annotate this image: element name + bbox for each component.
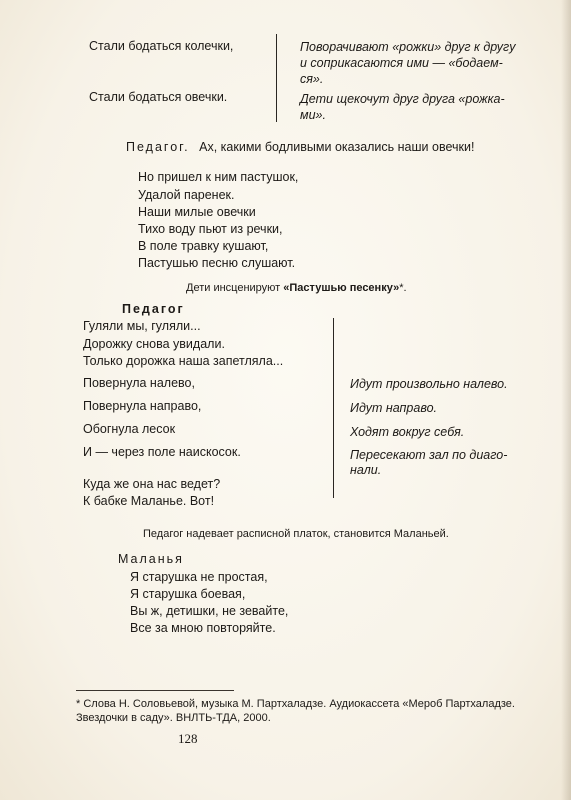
song-line: К бабке Маланье. Вот! — [83, 494, 215, 508]
song-title: «Пастушью песенку» — [283, 282, 400, 294]
poem-line: Но пришел к ним пастушок, — [138, 170, 299, 184]
stage-direction — [186, 281, 407, 295]
poem-line: Тихо воду пьют из речки, — [138, 222, 283, 236]
action-note: Дети щекочут друг друга «рожка- — [300, 92, 505, 106]
song-line: И — через поле наискосок. — [83, 445, 241, 459]
poem-line: В поле травку кушают, — [138, 239, 269, 253]
speaker-name: Педагог. — [126, 140, 190, 154]
verse-line: Стали бодаться овечки. — [89, 90, 228, 104]
poem-line: Удалой паренек. — [138, 188, 235, 202]
footnote-rule — [76, 690, 234, 691]
song-line: Дорожку снова увидали. — [83, 337, 225, 351]
column-divider — [333, 318, 334, 498]
action-note: и соприкасаются ими — «бодаем- — [300, 56, 503, 70]
page-number: 128 — [178, 731, 198, 746]
footnote-text: * Слова Н. Соловьевой, музыка М. Партхаладзе. Аудиокассета «Мероб Партхаладзе. — [76, 698, 515, 710]
song-line: Гуляли мы, гуляли... — [83, 319, 201, 333]
action-note: Поворачивают «рожки» друг к другу — [300, 40, 516, 54]
stage-direction: Педагог надевает расписной платок, становится Маланьей. — [143, 528, 449, 540]
speaker-name: Педагог — [122, 302, 185, 316]
action-note: нали. — [350, 463, 382, 477]
verse-line: Все за мною повторяйте. — [130, 621, 276, 635]
action-note: Идут произвольно налево. — [350, 377, 508, 391]
teacher-remark — [126, 140, 474, 155]
footnote-mark: *. — [399, 282, 407, 294]
song-line: Повернула налево, — [83, 376, 195, 390]
remark-text: Ах, какими бодливыми оказались наши овечки! — [199, 140, 475, 154]
column-divider — [276, 34, 277, 122]
footnote-text: Звездочки в саду». ВНЛТЬ-ТДА, 2000. — [76, 712, 271, 724]
verse-line: Стали бодаться колечки, — [89, 39, 234, 53]
song-line: Куда же она нас ведет? — [83, 477, 221, 491]
song-line: Повернула направо, — [83, 399, 202, 413]
action-note: ми». — [300, 108, 326, 122]
stage-direction-text: Дети инсценируют — [186, 282, 284, 294]
action-note: ся». — [300, 72, 324, 86]
action-note: Пересекают зал по диаго- — [350, 448, 508, 462]
action-note: Идут направо. — [350, 401, 437, 415]
song-line: Обогнула лесок — [83, 422, 176, 436]
action-note: Ходят вокруг себя. — [350, 425, 465, 439]
song-line: Только дорожка наша запетляла... — [83, 354, 284, 368]
poem-line: Наши милые овечки — [138, 205, 256, 219]
speaker-name: Маланья — [118, 552, 184, 566]
poem-line: Пастушью песню слушают. — [138, 256, 296, 270]
verse-line: Вы ж, детишки, не зевайте, — [130, 604, 289, 618]
page-edge-shadow — [561, 0, 571, 800]
verse-line: Я старушка не простая, — [130, 570, 268, 584]
verse-line: Я старушка боевая, — [130, 587, 246, 601]
